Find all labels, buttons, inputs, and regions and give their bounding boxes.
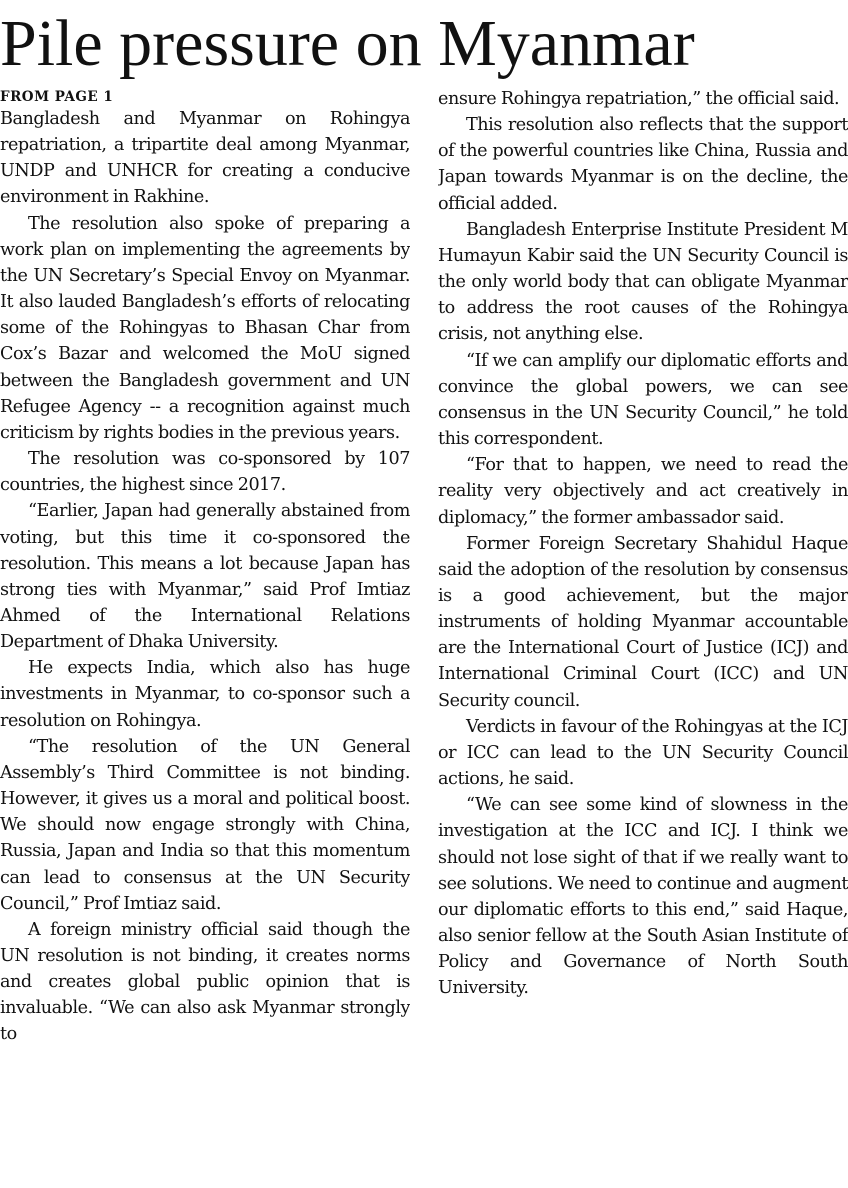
paragraph: He expects India, which also has huge investments in Myanmar, to co-sponsor such a resolution on Rohingya. xyxy=(0,658,410,731)
paragraph: A foreign ministry official said though the UN resolution is not binding, it creates norms and creates global public opinion that is invaluable. “We can also ask Myanmar strongly to xyxy=(0,919,410,1045)
paragraph: The resolution also spoke of preparing a work plan on implementing the agreements by the UN Secretary’s Special Envoy on Myanmar. It also lauded Bangladesh’s efforts of relocating some of the Rohingyas to Bhasan Char from Cox’s Bazar and welcomed the MoU signed between the Bangladesh government and UN Refugee Agency -- a recognition against much criticism by rights bodies in the previous years. xyxy=(0,213,410,443)
headline: Pile pressure on Myanmar xyxy=(0,7,695,80)
paragraph: “Earlier, Japan had generally abstained from voting, but this time it co-sponsored the resolution. This means a lot because Japan has strong ties with Myanmar,” said Prof Imtiaz Ahmed of the International Relations Department of Dhaka University. xyxy=(0,501,410,653)
paragraph: This resolution also reflects that the support of the powerful countries like China, Russia and Japan towards Myanmar is on the decline, the official added. xyxy=(438,115,848,214)
paragraph: “The resolution of the UN General Assembly’s Third Committee is not binding. However, it gives us a moral and political boost. We should now engage strongly with China, Russia, Japan and India so that this momentum can lead to consensus at the UN Security Council,” Prof Imtiaz said. xyxy=(0,736,410,914)
jump-line: FROM PAGE 1 xyxy=(0,89,114,105)
paragraph: ensure Rohingya repatriation,” the official said. xyxy=(438,89,840,109)
paragraph: “We can see some kind of slowness in the investigation at the ICC and ICJ. I think we should not lose sight of that if we really want to see solutions. We need to continue and augment our diplomatic efforts to this end,” said Haque, also senior fellow at the South Asian Institute of Policy and Governance of North South University. xyxy=(438,795,848,999)
paragraph: “If we can amplify our diplomatic efforts and convince the global powers, we can see consensus in the UN Security Council,” he told this correspondent. xyxy=(438,350,848,450)
article-column-right xyxy=(438,86,848,1182)
article-column-left xyxy=(0,88,410,1184)
paragraph: The resolution was co-sponsored by 107 countries, the highest since 2017. xyxy=(0,449,410,496)
paragraph: Verdicts in favour of the Rohingyas at the ICJ or ICC can lead to the UN Security Council actions, he said. xyxy=(438,716,848,790)
paragraph: Bangladesh Enterprise Institute President M Humayun Kabir said the UN Security Council is the only world body that can obligate Myanmar to address the root causes of the Rohingya crisis, not anything else. xyxy=(438,219,848,345)
paragraph: “For that to happen, we need to read the reality very objectively and act creatively in diplomacy,” the former ambassador said. xyxy=(438,455,848,528)
paragraph: Former Foreign Secretary Shahidul Haque said the adoption of the resolution by consensus is a good achievement, but the major instruments of holding Myanmar accountable are the International Court of Justice (ICJ) and International Criminal Court (ICC) and UN Security council. xyxy=(438,533,848,711)
paragraph: Bangladesh and Myanmar on Rohingya repatriation, a tripartite deal among Myanmar, UNDP and UNHCR for creating a conducive environment in Rakhine. xyxy=(0,109,410,208)
